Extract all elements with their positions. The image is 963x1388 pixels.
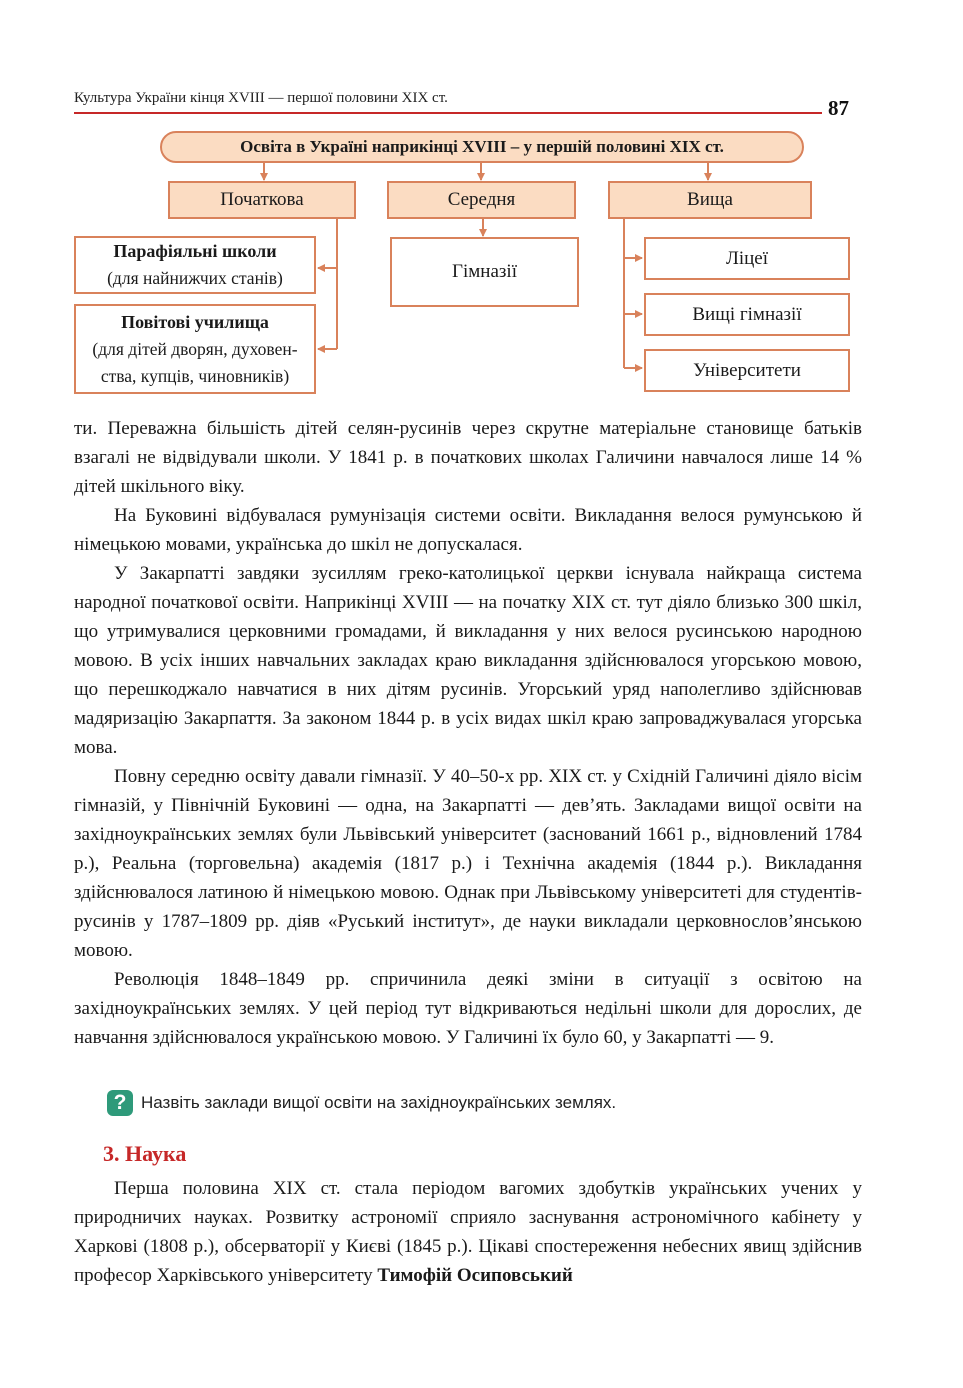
district-schools-box <box>74 304 316 394</box>
section-body <box>74 1174 862 1290</box>
section-heading: 3. Наука <box>103 1141 187 1166</box>
paragraph-3: У Закарпатті завдяки зусиллям греко-католицької церкви існувала найкраща система народної початкової освіти. Наприкінці XVIII — на початку XIX ст. тут діяло близько 300 шкіл, що утримувалися церковними громадами, й викладання у них велося русинською народною мовою. В усіх інших навчальних закладах краю викладання здійснювалося угорською мовою, що перешкоджало навчатися в них дітям русинів. Угорський уряд наполегливо здійснював мадяризацію Закарпаття. За законом 1844 р. в усіх видах шкіл краю запроваджувалася угорська мова. <box>74 563 862 758</box>
body-text <box>74 414 862 1052</box>
category-higher: Вища <box>608 181 812 219</box>
scientist-name: Тимофій Осиповський <box>377 1265 573 1286</box>
section-paragraph-1-text: Перша половина XIX ст. стала періодом вагомих здобутків українських учених у природничих науках. Розвитку астрономії сприяло заснування астрономічного кабінету у Харкові (1808 р.), обсерваторії у Києві (1845 р.). Цікаві спостереження небесних явищ здійснив професор Харківського університету <box>74 1178 862 1286</box>
district-schools-note-1: (для дітей дворян, духовен- <box>92 338 298 359</box>
page-number: 87 <box>828 96 849 120</box>
running-head: Культура України кінця XVIII — першої половини XIX ст. <box>74 90 448 106</box>
category-primary: Початкова <box>168 181 356 219</box>
district-schools-note-2: ства, купців, чиновників) <box>100 365 290 386</box>
question-icon: ? <box>107 1090 133 1116</box>
parish-schools-box <box>74 236 316 294</box>
parish-schools-note: (для найнижчих станів) <box>107 268 283 288</box>
review-question <box>107 1090 616 1116</box>
paragraph-4: Повну середню освіту давали гімназії. У 40–50-х рр. XIX ст. у Східній Галичині діяло вісім гімназій, у Північній Буковині — одна, на Закарпатті — дев’ять. Закладами вищої освіти на західноукраїнських землях були Львівський університет (заснований 1661 р., відновлений 1784 р.), Реальна (торговельна) академія (1817 р.) і Технічна академія (1844 р.). Викладання здійснювалося латиною й німецькою мовою. Однак при Львівському університеті для студентів-русинів у 1787–1809 рр. діяв «Руський інститут», де науки викладали церковнослов’янською мовою. <box>74 766 862 961</box>
diagram-title: Освіта в Україні наприкінці XVIII – у першій половині XIX ст. <box>160 131 804 163</box>
paragraph-1: ти. Переважна більшість дітей селян-русинів через скрутне матеріальне становище батьків взагалі не відвідували школи. У 1841 р. в початкових школах Галичини навчалося лише 14 % дітей шкільного віку. <box>74 418 862 497</box>
universities-box: Університети <box>644 349 850 392</box>
question-text: Назвіть заклади вищої освіти на західноукраїнських землях. <box>141 1093 617 1112</box>
parish-schools-title: Парафіяльні школи <box>113 241 277 261</box>
category-secondary: Середня <box>387 181 576 219</box>
section-paragraph-1 <box>74 1174 862 1290</box>
gymnasia-box: Гімназії <box>390 237 579 307</box>
paragraph-5: Революція 1848–1849 рр. спричинила деякі зміни в ситуації з освітою на західноукраїнських землях. У цей період тут відкриваються недільні школи для дорослих, де навчання здійснювалося українською мовою. У Галичині їх було 60, у Закарпатті — 9. <box>74 969 862 1048</box>
lyceums-box: Ліцеї <box>644 237 850 280</box>
paragraph-2: На Буковині відбувалася румунізація системи освіти. Викладання велося румунською й німецькою мовами, українська до шкіл не допускалася. <box>74 505 862 555</box>
district-schools-title: Повітові училища <box>121 311 269 332</box>
higher-gymnasia-box: Вищі гімназії <box>644 293 850 336</box>
